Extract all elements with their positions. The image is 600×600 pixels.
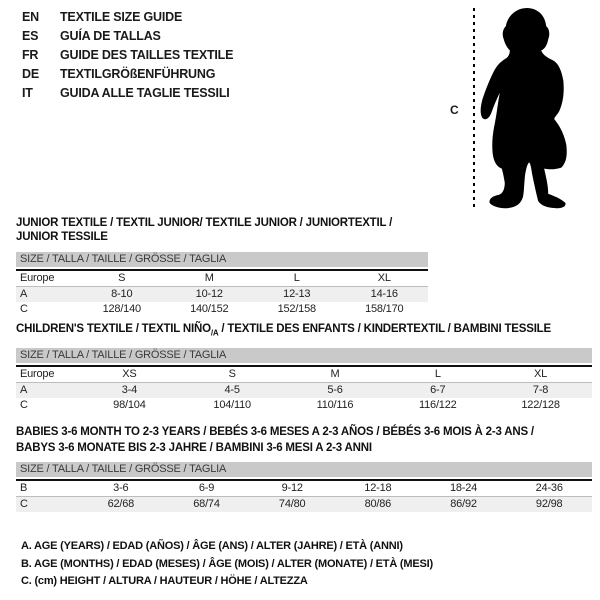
row-label: C (20, 498, 28, 510)
title-part: CHILDREN'S TEXTILE / TEXTIL NIÑO (16, 323, 211, 335)
table-cell: 68/74 (193, 498, 220, 510)
table-title (16, 424, 592, 456)
table-title: JUNIOR TEXTILE / TEXTIL JUNIOR/ TEXTILE JUNIOR / JUNIORTEXTIL / JUNIOR TESSILE (16, 217, 393, 243)
table-cell: 4-5 (224, 384, 240, 397)
language-row-fr (22, 46, 233, 65)
table-cell: 6-9 (198, 482, 215, 494)
language-row-en (22, 8, 233, 27)
toddler-silhouette-icon (479, 6, 575, 210)
table-row (16, 269, 428, 287)
language-label: GUIDE DES TAILLES TEXTILE (60, 48, 234, 62)
row-label: A (20, 384, 28, 397)
table-cell: 62/68 (107, 498, 135, 510)
row-label: C (20, 303, 28, 315)
table-cell: 3-6 (113, 482, 129, 494)
table-cell: 9-12 (281, 482, 303, 494)
language-code: DE (22, 67, 39, 81)
size-header-label: SIZE / TALLA / TAILLE / GRÖSSE / TAGLIA (20, 349, 227, 362)
table-cell: M (204, 272, 214, 284)
measurement-legend (21, 538, 433, 591)
table-title (16, 322, 592, 340)
table-cell: 12-18 (364, 482, 392, 494)
table-cell: 3-4 (121, 384, 138, 397)
table-cell: 104/110 (213, 399, 251, 412)
table-row (16, 398, 592, 413)
language-code: FR (22, 48, 39, 62)
table-cell: 92/98 (535, 498, 563, 510)
language-code: EN (22, 10, 39, 24)
table-cell: XL (534, 368, 548, 381)
table-cell: 86/92 (450, 498, 477, 510)
table-cell: 122/128 (521, 399, 560, 412)
babies-textile-table (16, 424, 592, 512)
title-subscript: /A (210, 328, 219, 338)
table-row (16, 287, 428, 302)
table-cell: 14-16 (370, 288, 398, 300)
table-cell: 12-13 (283, 288, 311, 300)
table-row (16, 497, 592, 512)
table-row (16, 365, 592, 383)
language-label: GUÍA DE TALLAS (60, 29, 161, 43)
childrens-textile-table (16, 322, 592, 413)
table-row (16, 383, 592, 398)
row-label: B (20, 482, 28, 494)
table-cell: 128/140 (102, 303, 141, 315)
height-measure-label: C (450, 103, 459, 117)
language-label: TEXTILE SIZE GUIDE (60, 10, 183, 24)
table-cell: 140/152 (190, 303, 229, 315)
language-list (22, 8, 233, 103)
table-cell: XL (377, 272, 391, 284)
table-cell: 5-6 (327, 384, 343, 397)
table-cell: 98/104 (113, 399, 146, 412)
table-cell: 18-24 (449, 482, 478, 494)
row-label: C (20, 399, 28, 412)
legend-line-c: C. (cm) HEIGHT / ALTURA / HAUTEUR / HÖHE / ALTEZZA (21, 575, 308, 587)
size-header-bar (16, 462, 592, 477)
language-label: GUIDA ALLE TAGLIE TESSILI (60, 86, 230, 100)
table-cell: 80/86 (364, 498, 392, 510)
table-cell: XS (122, 368, 137, 381)
title-part: / TEXTILE DES ENFANTS / KINDERTEXTIL / BAMBINI TESSILE (218, 323, 551, 335)
table-cell: 6-7 (430, 384, 446, 397)
language-row-it (22, 84, 233, 103)
table-cell: 8-10 (111, 288, 133, 300)
language-row-de (22, 65, 233, 84)
table-cell: 74/80 (278, 498, 306, 510)
junior-textile-table (16, 216, 428, 317)
language-row-es (22, 27, 233, 46)
size-header-label: SIZE / TALLA / TAILLE / GRÖSSE / TAGLIA (20, 253, 227, 265)
table-cell: 116/122 (419, 399, 457, 412)
legend-line-a: A. AGE (YEARS) / EDAD (AÑOS) / ÂGE (ANS) / ALTER (JAHRE) / ETÀ (ANNI) (21, 540, 403, 552)
size-header-label: SIZE / TALLA / TAILLE / GRÖSSE / TAGLIA (20, 463, 227, 475)
size-header-bar (16, 252, 428, 267)
table-cell: 110/116 (316, 399, 354, 412)
table-row (16, 479, 592, 497)
height-measure-dashed-line (473, 8, 475, 209)
table-cell: 24-36 (535, 482, 563, 494)
title-line-2: BABYS 3-6 MONATE BIS 2-3 JAHRE / BAMBINI 3-6 MESI A 2-3 ANNI (16, 442, 372, 454)
table-row (16, 302, 428, 317)
table-cell: 10-12 (195, 288, 223, 300)
size-header-bar (16, 348, 592, 363)
language-code: IT (22, 86, 33, 100)
row-label: A (20, 288, 28, 300)
table-cell: L (293, 272, 300, 284)
table-cell: 158/170 (365, 303, 404, 315)
legend-line-b: B. AGE (MONTHS) / EDAD (MESES) / ÂGE (MOIS) / ALTER (MONATE) / ETÀ (MESI) (21, 557, 433, 570)
table-cell: 7-8 (532, 384, 549, 397)
table-cell: S (228, 368, 236, 381)
row-label: Europe (20, 368, 55, 381)
row-label: Europe (20, 272, 55, 284)
language-code: ES (22, 29, 39, 43)
table-cell: L (434, 368, 441, 381)
table-cell: M (330, 368, 340, 381)
language-label: TEXTILGRÖßENFÜHRUNG (60, 67, 216, 81)
table-cell: S (118, 272, 126, 284)
table-cell: 152/158 (277, 303, 316, 315)
title-line-1: BABIES 3-6 MONTH TO 2-3 YEARS / BEBÉS 3-6 MESES A 2-3 AÑOS / BÉBÉS 3-6 MOIS À 2-3 ANS / (16, 426, 534, 438)
